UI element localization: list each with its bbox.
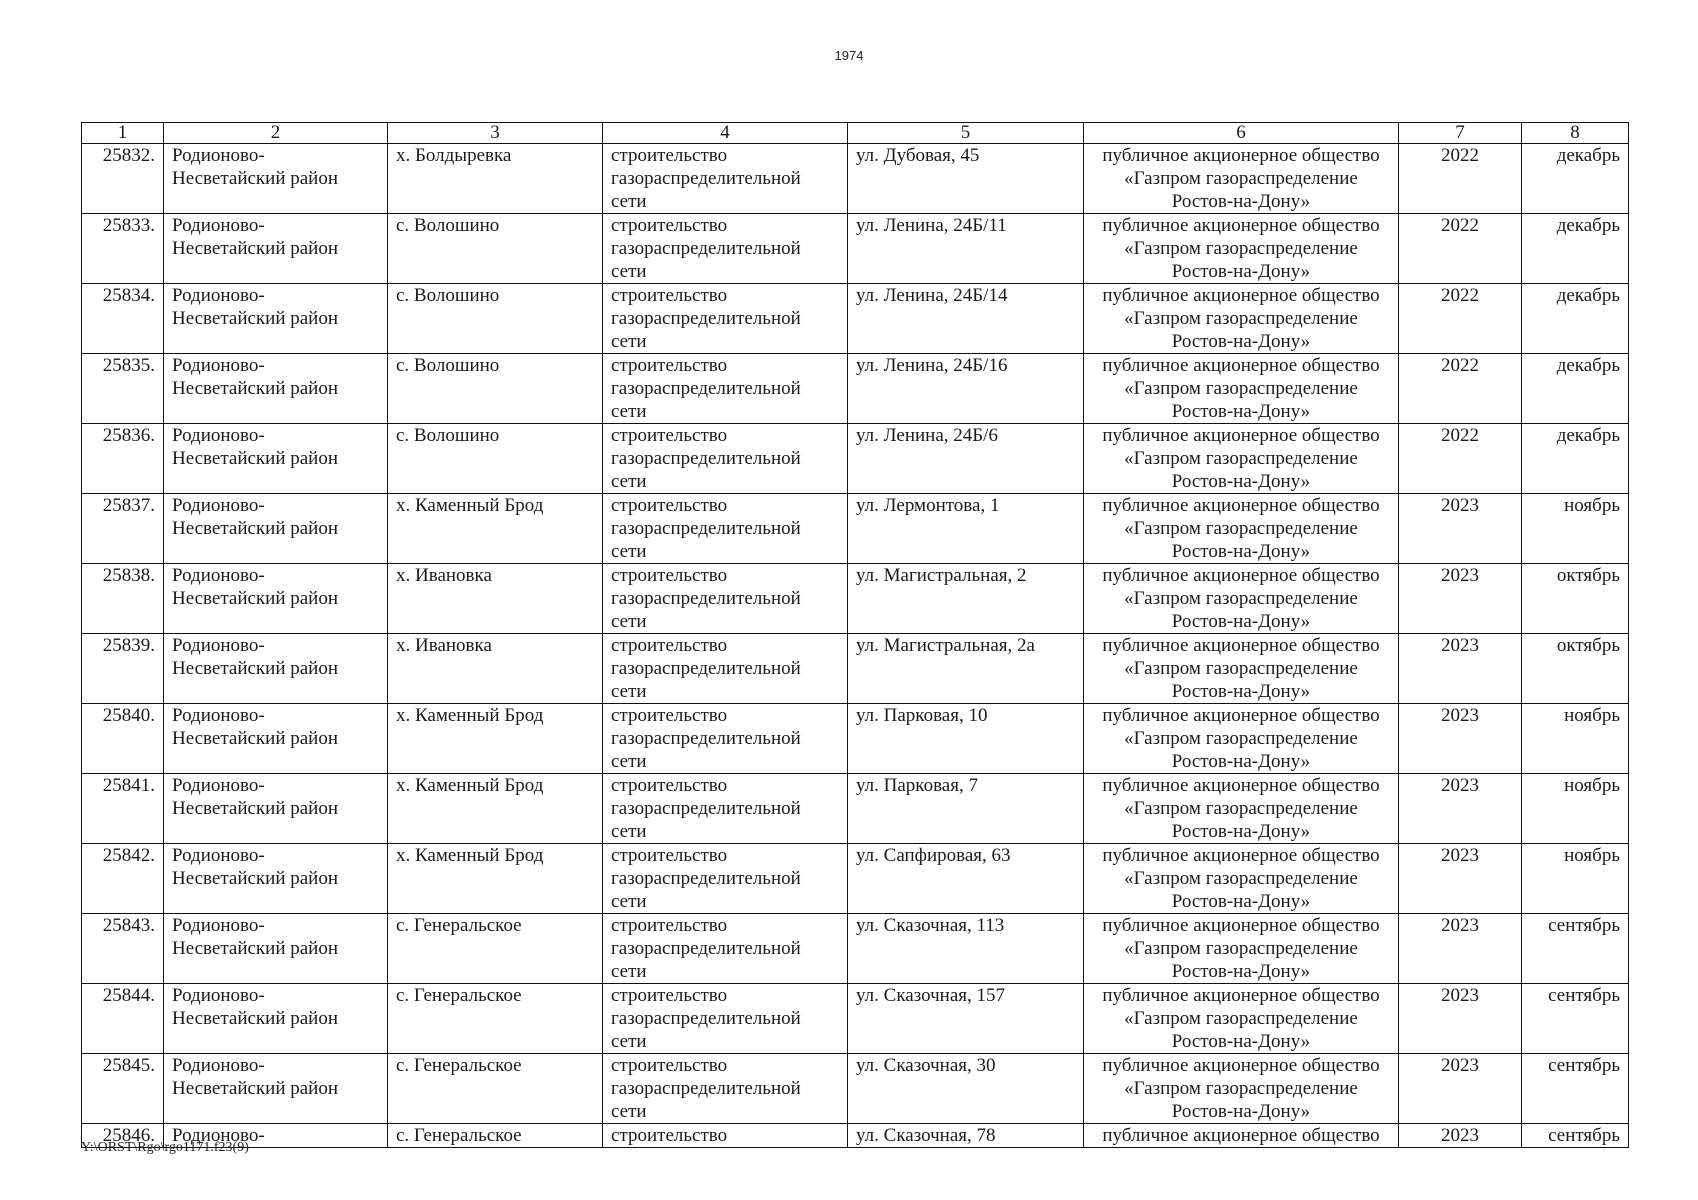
table-row <box>82 214 1629 284</box>
settlement-cell: с. Генеральское <box>388 1054 603 1124</box>
cell-line: газораспределительной <box>611 238 801 259</box>
year-cell: 2023 <box>1399 984 1522 1054</box>
row-number: 25835. <box>82 354 164 424</box>
month-cell: сентябрь <box>1522 1124 1629 1148</box>
cell-line: сети <box>611 1101 647 1122</box>
cell-line: Несветайский район <box>172 728 339 749</box>
year-cell: 2023 <box>1399 774 1522 844</box>
cell-line: сети <box>611 471 647 492</box>
column-number-row <box>82 123 1629 144</box>
organization-cell: публичное акционерное общество <box>1084 1124 1399 1148</box>
cell-line: строительство <box>611 705 728 726</box>
cell-line: Родионово- <box>172 1055 265 1076</box>
cell-line: сети <box>611 541 647 562</box>
row-number: 25834. <box>82 284 164 354</box>
cell-line: Несветайский район <box>172 588 339 609</box>
cell-line: Родионово- <box>172 845 265 866</box>
year-cell: 2023 <box>1399 704 1522 774</box>
month-cell: ноябрь <box>1522 704 1629 774</box>
cell-line: Родионово- <box>172 425 265 446</box>
row-number: 25846. <box>82 1124 164 1148</box>
year-cell: 2022 <box>1399 354 1522 424</box>
work-type-cell <box>603 284 848 354</box>
cell-line: Ростов-на-Дону» <box>1171 471 1311 492</box>
month-cell: октябрь <box>1522 564 1629 634</box>
organization-cell <box>1084 1054 1399 1124</box>
address-cell: ул. Ленина, 24Б/16 <box>848 354 1084 424</box>
month-cell: ноябрь <box>1522 774 1629 844</box>
column-number: 1 <box>82 123 164 144</box>
cell-line: «Газпром газораспределение <box>1124 238 1358 259</box>
cell-line: строительство <box>611 565 728 586</box>
cell-line: строительство <box>611 985 728 1006</box>
address-cell: ул. Сказочная, 30 <box>848 1054 1084 1124</box>
cell-line: «Газпром газораспределение <box>1124 588 1358 609</box>
table-row <box>82 844 1629 914</box>
settlement-cell: х. Болдыревка <box>388 144 603 214</box>
month-cell: декабрь <box>1522 214 1629 284</box>
organization-cell <box>1084 214 1399 284</box>
cell-line: «Газпром газораспределение <box>1124 938 1358 959</box>
cell-line: Ростов-на-Дону» <box>1171 751 1311 772</box>
row-number: 25843. <box>82 914 164 984</box>
cell-line: публичное акционерное общество <box>1102 495 1380 516</box>
cell-line: сети <box>611 191 647 212</box>
row-number: 25841. <box>82 774 164 844</box>
year-cell: 2022 <box>1399 284 1522 354</box>
cell-line: Ростов-на-Дону» <box>1171 821 1311 842</box>
cell-line: «Газпром газораспределение <box>1124 1008 1358 1029</box>
address-cell: ул. Сказочная, 78 <box>848 1124 1084 1148</box>
cell-line: «Газпром газораспределение <box>1124 518 1358 539</box>
month-cell: ноябрь <box>1522 844 1629 914</box>
table-row-partial <box>82 1124 1629 1148</box>
address-cell: ул. Сказочная, 157 <box>848 984 1084 1054</box>
cell-line: публичное акционерное общество <box>1102 215 1380 236</box>
settlement-cell: с. Волошино <box>388 214 603 284</box>
column-number: 6 <box>1084 123 1399 144</box>
organization-cell <box>1084 704 1399 774</box>
row-number: 25832. <box>82 144 164 214</box>
address-cell: ул. Магистральная, 2а <box>848 634 1084 704</box>
cell-line: «Газпром газораспределение <box>1124 308 1358 329</box>
cell-line: Ростов-на-Дону» <box>1171 401 1311 422</box>
cell-line: Родионово- <box>172 565 265 586</box>
month-cell: сентябрь <box>1522 984 1629 1054</box>
cell-line: сети <box>611 331 647 352</box>
organization-cell <box>1084 774 1399 844</box>
cell-line: публичное акционерное общество <box>1102 145 1380 166</box>
month-cell: сентябрь <box>1522 914 1629 984</box>
cell-line: газораспределительной <box>611 728 801 749</box>
work-type-cell <box>603 704 848 774</box>
work-type-cell <box>603 774 848 844</box>
table-body <box>82 144 1629 1148</box>
cell-line: Ростов-на-Дону» <box>1171 961 1311 982</box>
cell-line: Ростов-на-Дону» <box>1171 611 1311 632</box>
cell-line: публичное акционерное общество <box>1102 705 1380 726</box>
cell-line: Ростов-на-Дону» <box>1171 331 1311 352</box>
district-cell <box>164 844 388 914</box>
address-cell: ул. Ленина, 24Б/14 <box>848 284 1084 354</box>
cell-line: Родионово- <box>172 705 265 726</box>
row-number: 25845. <box>82 1054 164 1124</box>
cell-line: «Газпром газораспределение <box>1124 378 1358 399</box>
cell-line: Родионово- <box>172 215 265 236</box>
cell-line: строительство <box>611 145 728 166</box>
cell-line: публичное акционерное общество <box>1102 285 1380 306</box>
column-number: 2 <box>164 123 388 144</box>
cell-line: публичное акционерное общество <box>1102 915 1380 936</box>
cell-line: сети <box>611 401 647 422</box>
settlement-cell: х. Каменный Брод <box>388 774 603 844</box>
cell-line: публичное акционерное общество <box>1102 355 1380 376</box>
table-row <box>82 984 1629 1054</box>
district-cell <box>164 214 388 284</box>
district-cell <box>164 774 388 844</box>
district-cell <box>164 354 388 424</box>
table-row <box>82 564 1629 634</box>
month-cell: октябрь <box>1522 634 1629 704</box>
cell-line: сети <box>611 1031 647 1052</box>
cell-line: строительство <box>611 915 728 936</box>
cell-line: газораспределительной <box>611 1008 801 1029</box>
cell-line: Несветайский район <box>172 308 339 329</box>
cell-line: Ростов-на-Дону» <box>1171 1031 1311 1052</box>
cell-line: газораспределительной <box>611 868 801 889</box>
cell-line: публичное акционерное общество <box>1102 985 1380 1006</box>
cell-line: строительство <box>611 355 728 376</box>
cell-line: сети <box>611 261 647 282</box>
cell-line: Родионово- <box>172 915 265 936</box>
cell-line: «Газпром газораспределение <box>1124 868 1358 889</box>
cell-line: газораспределительной <box>611 168 801 189</box>
month-cell: ноябрь <box>1522 494 1629 564</box>
cell-line: газораспределительной <box>611 448 801 469</box>
year-cell: 2023 <box>1399 634 1522 704</box>
cell-line: Родионово- <box>172 775 265 796</box>
table-row <box>82 144 1629 214</box>
settlement-cell: с. Генеральское <box>388 984 603 1054</box>
cell-line: сети <box>611 681 647 702</box>
cell-line: публичное акционерное общество <box>1102 775 1380 796</box>
work-type-cell <box>603 984 848 1054</box>
settlement-cell: с. Волошино <box>388 284 603 354</box>
cell-line: Ростов-на-Дону» <box>1171 681 1311 702</box>
cell-line: публичное акционерное общество <box>1102 565 1380 586</box>
cell-line: публичное акционерное общество <box>1102 1055 1380 1076</box>
year-cell: 2023 <box>1399 1124 1522 1148</box>
organization-cell <box>1084 634 1399 704</box>
page-number: 1974 <box>834 48 864 63</box>
cell-line: строительство <box>611 215 728 236</box>
work-type-cell <box>603 914 848 984</box>
row-number: 25842. <box>82 844 164 914</box>
organization-cell <box>1084 144 1399 214</box>
district-cell <box>164 424 388 494</box>
cell-line: Родионово- <box>172 985 265 1006</box>
cell-line: газораспределительной <box>611 308 801 329</box>
year-cell: 2022 <box>1399 214 1522 284</box>
table-row <box>82 354 1629 424</box>
cell-line: Ростов-на-Дону» <box>1171 261 1311 282</box>
address-cell: ул. Сапфировая, 63 <box>848 844 1084 914</box>
table-row <box>82 494 1629 564</box>
cell-line: сети <box>611 821 647 842</box>
cell-line: газораспределительной <box>611 1078 801 1099</box>
cell-line: публичное акционерное общество <box>1102 845 1380 866</box>
table-row <box>82 704 1629 774</box>
settlement-cell: с. Генеральское <box>388 1124 603 1148</box>
work-type-cell <box>603 424 848 494</box>
settlement-cell: с. Волошино <box>388 354 603 424</box>
file-path-footer: Y:\ORST\Rgo\rgo1171.f23(9) <box>81 1140 249 1155</box>
cell-line: Ростов-на-Дону» <box>1171 541 1311 562</box>
cell-line: Родионово- <box>172 145 265 166</box>
address-cell: ул. Ленина, 24Б/6 <box>848 424 1084 494</box>
year-cell: 2023 <box>1399 1054 1522 1124</box>
cell-line: газораспределительной <box>611 588 801 609</box>
work-type-cell <box>603 634 848 704</box>
organization-cell <box>1084 284 1399 354</box>
district-cell <box>164 704 388 774</box>
row-number: 25833. <box>82 214 164 284</box>
district-cell <box>164 494 388 564</box>
cell-line: «Газпром газораспределение <box>1124 728 1358 749</box>
district-cell <box>164 914 388 984</box>
work-type-cell <box>603 494 848 564</box>
year-cell: 2023 <box>1399 844 1522 914</box>
cell-line: газораспределительной <box>611 378 801 399</box>
column-number: 7 <box>1399 123 1522 144</box>
organization-cell <box>1084 424 1399 494</box>
row-number: 25839. <box>82 634 164 704</box>
organization-cell <box>1084 984 1399 1054</box>
month-cell: декабрь <box>1522 354 1629 424</box>
cell-line: Несветайский район <box>172 518 339 539</box>
address-cell: ул. Парковая, 7 <box>848 774 1084 844</box>
cell-line: «Газпром газораспределение <box>1124 658 1358 679</box>
district-cell <box>164 1054 388 1124</box>
cell-line: Несветайский район <box>172 168 339 189</box>
table-row <box>82 284 1629 354</box>
month-cell: декабрь <box>1522 284 1629 354</box>
cell-line: Несветайский район <box>172 448 339 469</box>
address-cell: ул. Ленина, 24Б/11 <box>848 214 1084 284</box>
cell-line: Несветайский район <box>172 1008 339 1029</box>
address-cell: ул. Магистральная, 2 <box>848 564 1084 634</box>
district-cell <box>164 284 388 354</box>
column-number: 3 <box>388 123 603 144</box>
district-cell <box>164 564 388 634</box>
district-cell <box>164 634 388 704</box>
district-cell <box>164 144 388 214</box>
cell-line: Несветайский район <box>172 868 339 889</box>
year-cell: 2022 <box>1399 144 1522 214</box>
cell-line: строительство <box>611 845 728 866</box>
address-cell: ул. Лермонтова, 1 <box>848 494 1084 564</box>
settlement-cell: с. Волошино <box>388 424 603 494</box>
table-row <box>82 1054 1629 1124</box>
column-number: 5 <box>848 123 1084 144</box>
work-type-cell <box>603 354 848 424</box>
settlement-cell: х. Каменный Брод <box>388 844 603 914</box>
month-cell: декабрь <box>1522 424 1629 494</box>
cell-line: строительство <box>611 1055 728 1076</box>
cell-line: Несветайский район <box>172 378 339 399</box>
address-cell: ул. Парковая, 10 <box>848 704 1084 774</box>
address-cell: ул. Дубовая, 45 <box>848 144 1084 214</box>
cell-line: газораспределительной <box>611 938 801 959</box>
work-type-cell <box>603 844 848 914</box>
cell-line: сети <box>611 751 647 772</box>
address-cell: ул. Сказочная, 113 <box>848 914 1084 984</box>
cell-line: сети <box>611 891 647 912</box>
year-cell: 2023 <box>1399 564 1522 634</box>
cell-line: строительство <box>611 775 728 796</box>
cell-line: строительство <box>611 425 728 446</box>
row-number: 25837. <box>82 494 164 564</box>
cell-line: Ростов-на-Дону» <box>1171 1101 1311 1122</box>
row-number: 25838. <box>82 564 164 634</box>
row-number: 25836. <box>82 424 164 494</box>
cell-line: Родионово- <box>172 355 265 376</box>
settlement-cell: с. Генеральское <box>388 914 603 984</box>
cell-line: строительство <box>611 635 728 656</box>
table-row <box>82 634 1629 704</box>
work-type-cell: строительство <box>603 1124 848 1148</box>
table-row <box>82 774 1629 844</box>
cell-line: сети <box>611 961 647 982</box>
cell-line: «Газпром газораспределение <box>1124 1078 1358 1099</box>
cell-line: Ростов-на-Дону» <box>1171 191 1311 212</box>
table-row <box>82 424 1629 494</box>
cell-line: Несветайский район <box>172 1078 339 1099</box>
work-type-cell <box>603 1054 848 1124</box>
cell-line: Родионово- <box>172 635 265 656</box>
cell-line: публичное акционерное общество <box>1102 635 1380 656</box>
cell-line: Родионово- <box>172 285 265 306</box>
year-cell: 2022 <box>1399 424 1522 494</box>
cell-line: строительство <box>611 285 728 306</box>
cell-line: Несветайский район <box>172 798 339 819</box>
register-table <box>81 122 1629 1148</box>
work-type-cell <box>603 144 848 214</box>
year-cell: 2023 <box>1399 914 1522 984</box>
cell-line: Несветайский район <box>172 938 339 959</box>
settlement-cell: х. Ивановка <box>388 564 603 634</box>
cell-line: публичное акционерное общество <box>1102 425 1380 446</box>
cell-line: газораспределительной <box>611 658 801 679</box>
month-cell: сентябрь <box>1522 1054 1629 1124</box>
cell-line: «Газпром газораспределение <box>1124 168 1358 189</box>
work-type-cell <box>603 214 848 284</box>
organization-cell <box>1084 564 1399 634</box>
column-number: 8 <box>1522 123 1629 144</box>
cell-line: «Газпром газораспределение <box>1124 448 1358 469</box>
settlement-cell: х. Каменный Брод <box>388 494 603 564</box>
cell-line: Несветайский район <box>172 238 339 259</box>
column-number: 4 <box>603 123 848 144</box>
cell-line: газораспределительной <box>611 518 801 539</box>
settlement-cell: х. Каменный Брод <box>388 704 603 774</box>
organization-cell <box>1084 914 1399 984</box>
cell-line: сети <box>611 611 647 632</box>
table-row <box>82 914 1629 984</box>
cell-line: газораспределительной <box>611 798 801 819</box>
row-number: 25844. <box>82 984 164 1054</box>
cell-line: Родионово- <box>172 495 265 516</box>
organization-cell <box>1084 844 1399 914</box>
district-cell <box>164 984 388 1054</box>
work-type-cell <box>603 564 848 634</box>
month-cell: декабрь <box>1522 144 1629 214</box>
cell-line: Ростов-на-Дону» <box>1171 891 1311 912</box>
cell-line: Несветайский район <box>172 658 339 679</box>
cell-line: «Газпром газораспределение <box>1124 798 1358 819</box>
cell-line: строительство <box>611 495 728 516</box>
district-cell: Родионово- <box>164 1124 388 1148</box>
settlement-cell: х. Ивановка <box>388 634 603 704</box>
row-number: 25840. <box>82 704 164 774</box>
organization-cell <box>1084 494 1399 564</box>
year-cell: 2023 <box>1399 494 1522 564</box>
organization-cell <box>1084 354 1399 424</box>
